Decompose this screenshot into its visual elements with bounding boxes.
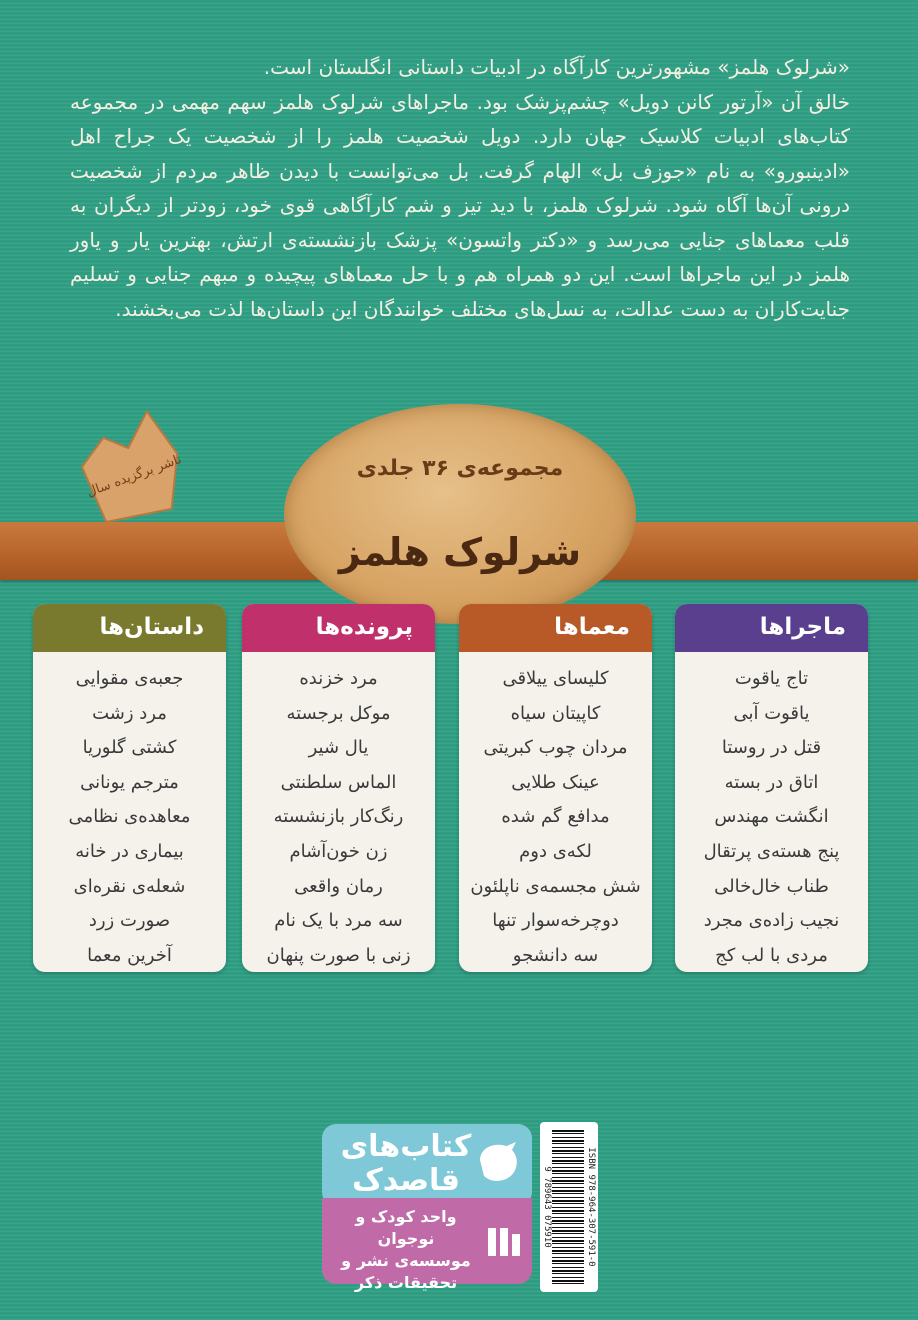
list-item: شش مجسمه‌ی ناپلئون: [470, 875, 641, 897]
book-list: [33, 652, 226, 972]
list-item: زن خون‌آشام: [289, 840, 388, 862]
column-card-stories: [33, 604, 226, 972]
list-item: صورت زرد: [88, 910, 171, 932]
list-item: قتل در روستا: [721, 737, 822, 759]
book-list: [675, 652, 868, 972]
list-item: مردی با لب کج: [715, 944, 828, 966]
stamp-text: ناشر برگزیده سال: [84, 452, 184, 501]
list-item: شعله‌ی نقره‌ای: [73, 875, 186, 897]
list-item: مترجم یونانی: [80, 771, 179, 793]
list-item: کاپیتان سیاه: [510, 702, 601, 724]
logo-text: [336, 1130, 476, 1198]
list-item: رمان واقعی: [294, 875, 383, 897]
isbn-text: ISBN 978-964-307-591-0: [586, 1147, 596, 1267]
list-item: یال شیر: [308, 737, 369, 759]
list-item: مرد زشت: [92, 702, 167, 724]
list-item: نجیب زاده‌ی مجرد: [703, 910, 840, 932]
list-item: تاج یاقوت: [734, 668, 809, 689]
series-title: شرلوک هلمز: [338, 530, 582, 574]
publisher-logo-icon: [486, 1224, 522, 1260]
blurb-paragraph-2: خالق آن «آرتور کانن دویل» چشم‌پزشک بود. ماجراهای شرلوک هلمز سهم مهمی در مجموعه کتاب‌های ادبیات کلاسیک جهان دارد. دویل شخصیت هلمز را از شخصیت یک جراح اهل «ادینبورو» به نام «جوزف بل» الهام گرفت. بل می‌توانست با دیدن ظاهر مردم از شخصیت درونی آن‌ها آگاه شود. شرلوک هلمز، با دید تیز و شم کارآگاهی قوی خود، زودتر از دیگران به قلب معماهای جنایی می‌رسد و «دکتر واتسون» پزشک بازنشسته‌ی ارتش، بهترین یار و یاور هلمز در این ماجراها است. این دو همراه هم و با حل معماهای پیچیده و مبهم جنایی و تسلیم جنایت‌کاران به دست عدالت، به نسل‌های مختلف خوانندگان این داستان‌ها لذت می‌بخشند.: [70, 89, 850, 321]
list-item: دوچرخه‌سوار تنها: [492, 910, 619, 932]
blurb-paragraph-1: «شرلوک هلمز» مشهورترین کارآگاه در ادبیات داستانی انگلستان است.: [263, 55, 850, 79]
list-item: لکه‌ی دوم: [519, 840, 592, 862]
list-item: موکل برجسته: [286, 702, 391, 724]
column-header: پرونده‌ها: [242, 604, 435, 652]
list-item: جعبه‌ی مقوایی: [75, 668, 184, 689]
list-item: بیماری در خانه: [75, 840, 184, 862]
list-item: معاهده‌ی نظامی: [68, 806, 191, 828]
publisher-line-1: واحد کودک و نوجوان: [355, 1207, 457, 1248]
title-medallion: [284, 404, 636, 624]
list-item: مدافع گم شده: [501, 806, 610, 828]
list-item: کشتی گلوریا: [82, 737, 177, 759]
list-item: رنگ‌کار بازنشسته: [273, 806, 404, 828]
ghasedak-logo: [322, 1124, 532, 1206]
publisher-line-3: تحقیقات ذکر: [354, 1273, 458, 1292]
list-item: طناب خال‌خالی: [714, 875, 829, 897]
logo-line-1: کتاب‌های: [340, 1129, 472, 1164]
publisher-text: [330, 1206, 482, 1294]
publisher-block: [322, 1198, 532, 1292]
logo-line-2: قاصدک: [352, 1163, 460, 1198]
list-item: کلیسای ییلاقی: [502, 668, 609, 689]
column-card-cases: [242, 604, 435, 972]
list-item: پنج هسته‌ی پرتقال: [703, 840, 840, 862]
list-item: عینک طلایی: [511, 771, 600, 793]
list-item: انگشت مهندس: [714, 806, 829, 828]
book-list: [459, 652, 652, 972]
list-item: سه مرد با یک نام: [274, 910, 403, 932]
book-list: [242, 652, 435, 972]
list-item: آخرین معما: [87, 944, 172, 966]
back-cover-blurb: [70, 50, 850, 326]
column-header: معماها: [459, 604, 652, 652]
list-item: مرد خزنده: [299, 668, 378, 689]
bird-icon: [476, 1140, 522, 1186]
isbn-barcode: [540, 1122, 598, 1292]
column-card-adventures: [675, 604, 868, 972]
barcode-number: 9 789643 075910: [542, 1166, 552, 1248]
list-item: الماس سلطنتی: [280, 771, 397, 793]
column-card-mysteries: [459, 604, 652, 972]
list-item: سه دانشجو: [512, 944, 599, 966]
column-header: داستان‌ها: [33, 604, 226, 652]
barcode-bars: [552, 1130, 584, 1284]
list-item: مردان چوب کبریتی: [483, 737, 628, 759]
list-item: زنی با صورت پنهان: [266, 944, 411, 966]
column-header: ماجراها: [675, 604, 868, 652]
series-subtitle: مجموعه‌ی ۳۶ جلدی: [356, 456, 564, 481]
publisher-line-2: موسسه‌ی نشر و: [341, 1251, 471, 1270]
list-item: اتاق در بسته: [724, 771, 819, 793]
list-item: یاقوت آبی: [733, 702, 810, 724]
